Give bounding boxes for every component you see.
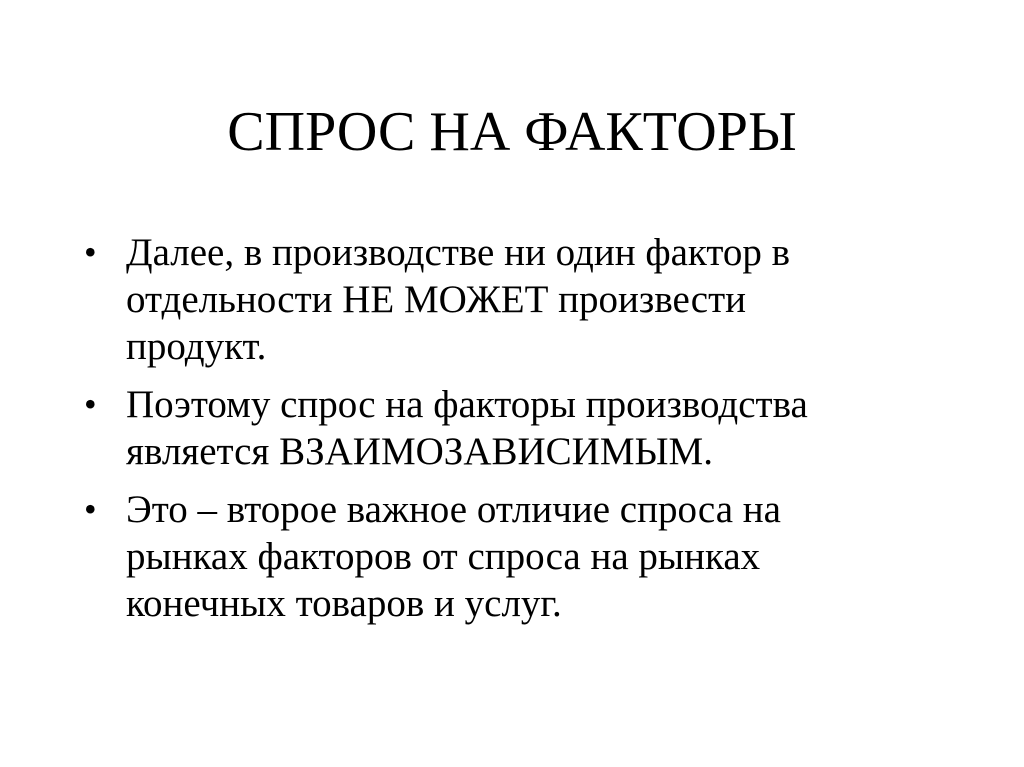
bullet-text-line: Далее, в производстве ни один фактор в xyxy=(126,231,791,274)
bullet-list xyxy=(84,229,944,638)
bullet-text-line: продукт. xyxy=(126,325,267,368)
bullet-marker: • xyxy=(84,489,97,529)
bullet-text-line: конечных товаров и услуг. xyxy=(126,582,562,625)
bullet-text-line: является ВЗАИМОЗАВИСИМЫМ. xyxy=(126,430,713,473)
bullet-text-line: отдельности НЕ МОЖЕТ произвести xyxy=(126,278,747,321)
bullet-marker: • xyxy=(84,384,97,424)
bullet-text-line: Поэтому спрос на факторы производства xyxy=(126,383,808,426)
bullet-marker: • xyxy=(84,232,97,272)
bullet-text-line: Это – второе важное отличие спроса на xyxy=(126,488,781,531)
slide-title: СПРОС НА ФАКТОРЫ xyxy=(227,101,797,163)
bullet-item xyxy=(84,381,944,475)
bullet-item xyxy=(84,229,944,370)
bullet-item xyxy=(84,486,944,627)
bullet-text-line: рынках факторов от спроса на рынках xyxy=(126,535,761,578)
